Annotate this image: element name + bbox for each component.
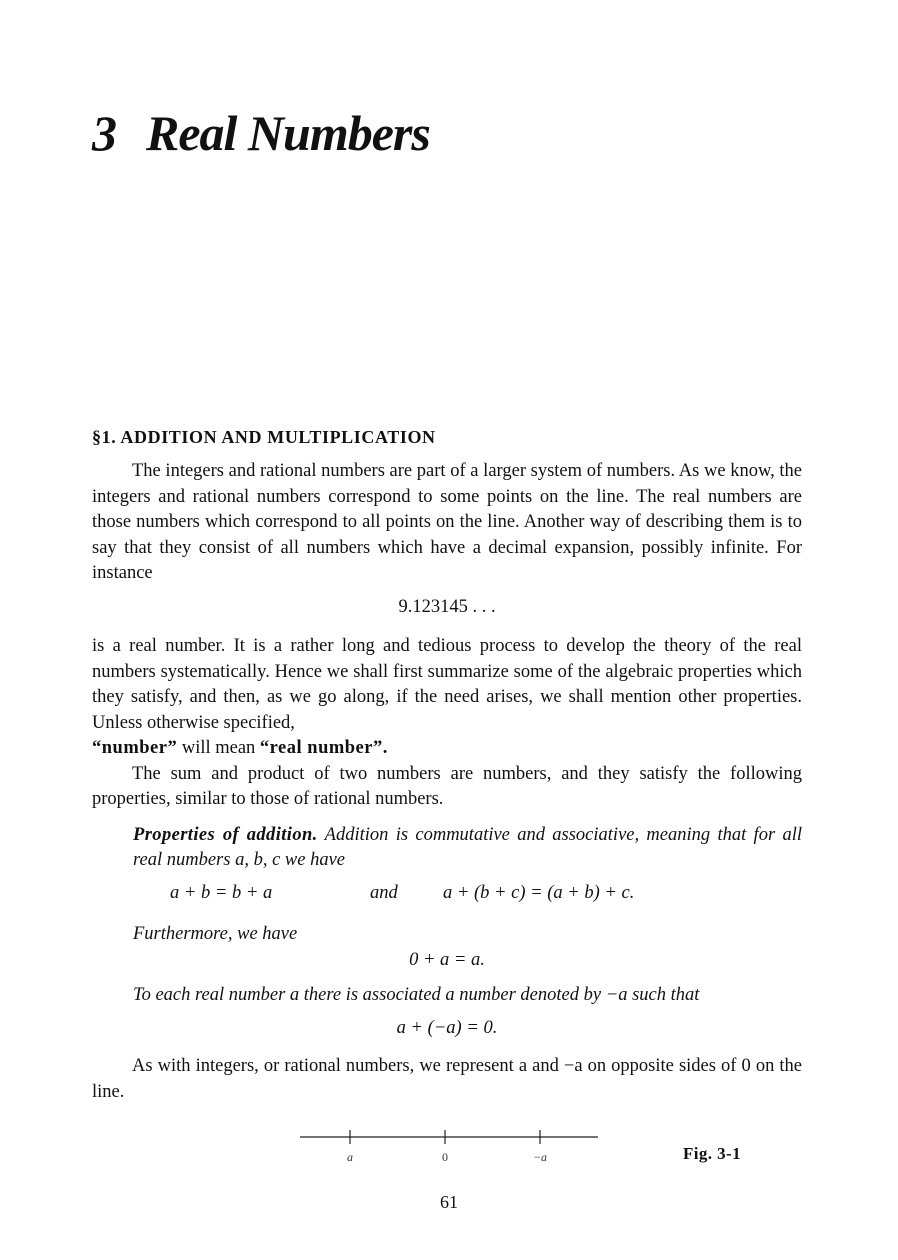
tick-label-a: a — [347, 1150, 353, 1164]
continuation-paragraph — [92, 634, 802, 762]
number-line-svg — [300, 1125, 598, 1165]
number-line-figure — [300, 1125, 598, 1165]
chapter-title — [92, 104, 430, 162]
figure-label: Fig. 3-1 — [683, 1144, 741, 1163]
and-word: and — [370, 883, 398, 903]
inverse-equation: a + (−a) = 0. — [396, 1018, 498, 1038]
number-quote: “number” — [92, 738, 178, 758]
properties-heading: Properties of addition. — [133, 825, 318, 845]
furthermore-text: Furthermore, we have — [133, 924, 298, 944]
closing-block — [92, 1054, 802, 1105]
will-mean-text: will mean — [177, 738, 260, 758]
chapter-title-text: Real Numbers — [146, 105, 430, 161]
associative-equation: a + (b + c) = (a + b) + c. — [443, 883, 635, 903]
sum-product-paragraph: The sum and product of two numbers are numbers, and they satisfy the following properties, similar to those of rational numbers. — [92, 763, 802, 809]
continuation-text: is a real number. It is a rather long and tedious process to develop the theory of the real numbers systematically. Hence we shall first summarize some of the algebraic properties which they satisfy, and then, as we go along, if the need arises, we shall mention other properties. Unless otherwise specified, — [92, 636, 802, 733]
tick-label-zero: 0 — [442, 1150, 448, 1164]
continuation-block — [92, 634, 802, 813]
identity-equation: 0 + a = a. — [409, 950, 485, 970]
intro-paragraph: The integers and rational numbers are part of a larger system of numbers. As we know, the integers and rational numbers correspond to some points on the line. The real numbers are those numbers which correspond to all points on the line. Another way of describing them is to say that they consist of all numbers which have a decimal expansion, possibly infinite. For instance — [92, 461, 802, 583]
closing-paragraph: As with integers, or rational numbers, we represent a and −a on opposite sides of 0 on the line. — [92, 1056, 802, 1102]
inverse-text: To each real number a there is associated a number denoted by −a such that — [133, 985, 700, 1005]
properties-block — [133, 823, 802, 873]
intro-paragraph-block — [92, 459, 802, 587]
chapter-number: 3 — [92, 105, 116, 161]
properties-intro: Addition is commutative and associative, meaning that for all real numbers a, b, c we have — [133, 825, 802, 870]
commutative-equation: a + b = b + a — [170, 883, 273, 903]
page-number: 61 — [440, 1192, 458, 1212]
example-number: 9.123145 . . . — [398, 597, 496, 617]
tick-label-neg-a: −a — [532, 1150, 548, 1164]
real-number-quote: “real number”. — [259, 738, 388, 758]
section-heading: §1. ADDITION AND MULTIPLICATION — [92, 427, 436, 447]
